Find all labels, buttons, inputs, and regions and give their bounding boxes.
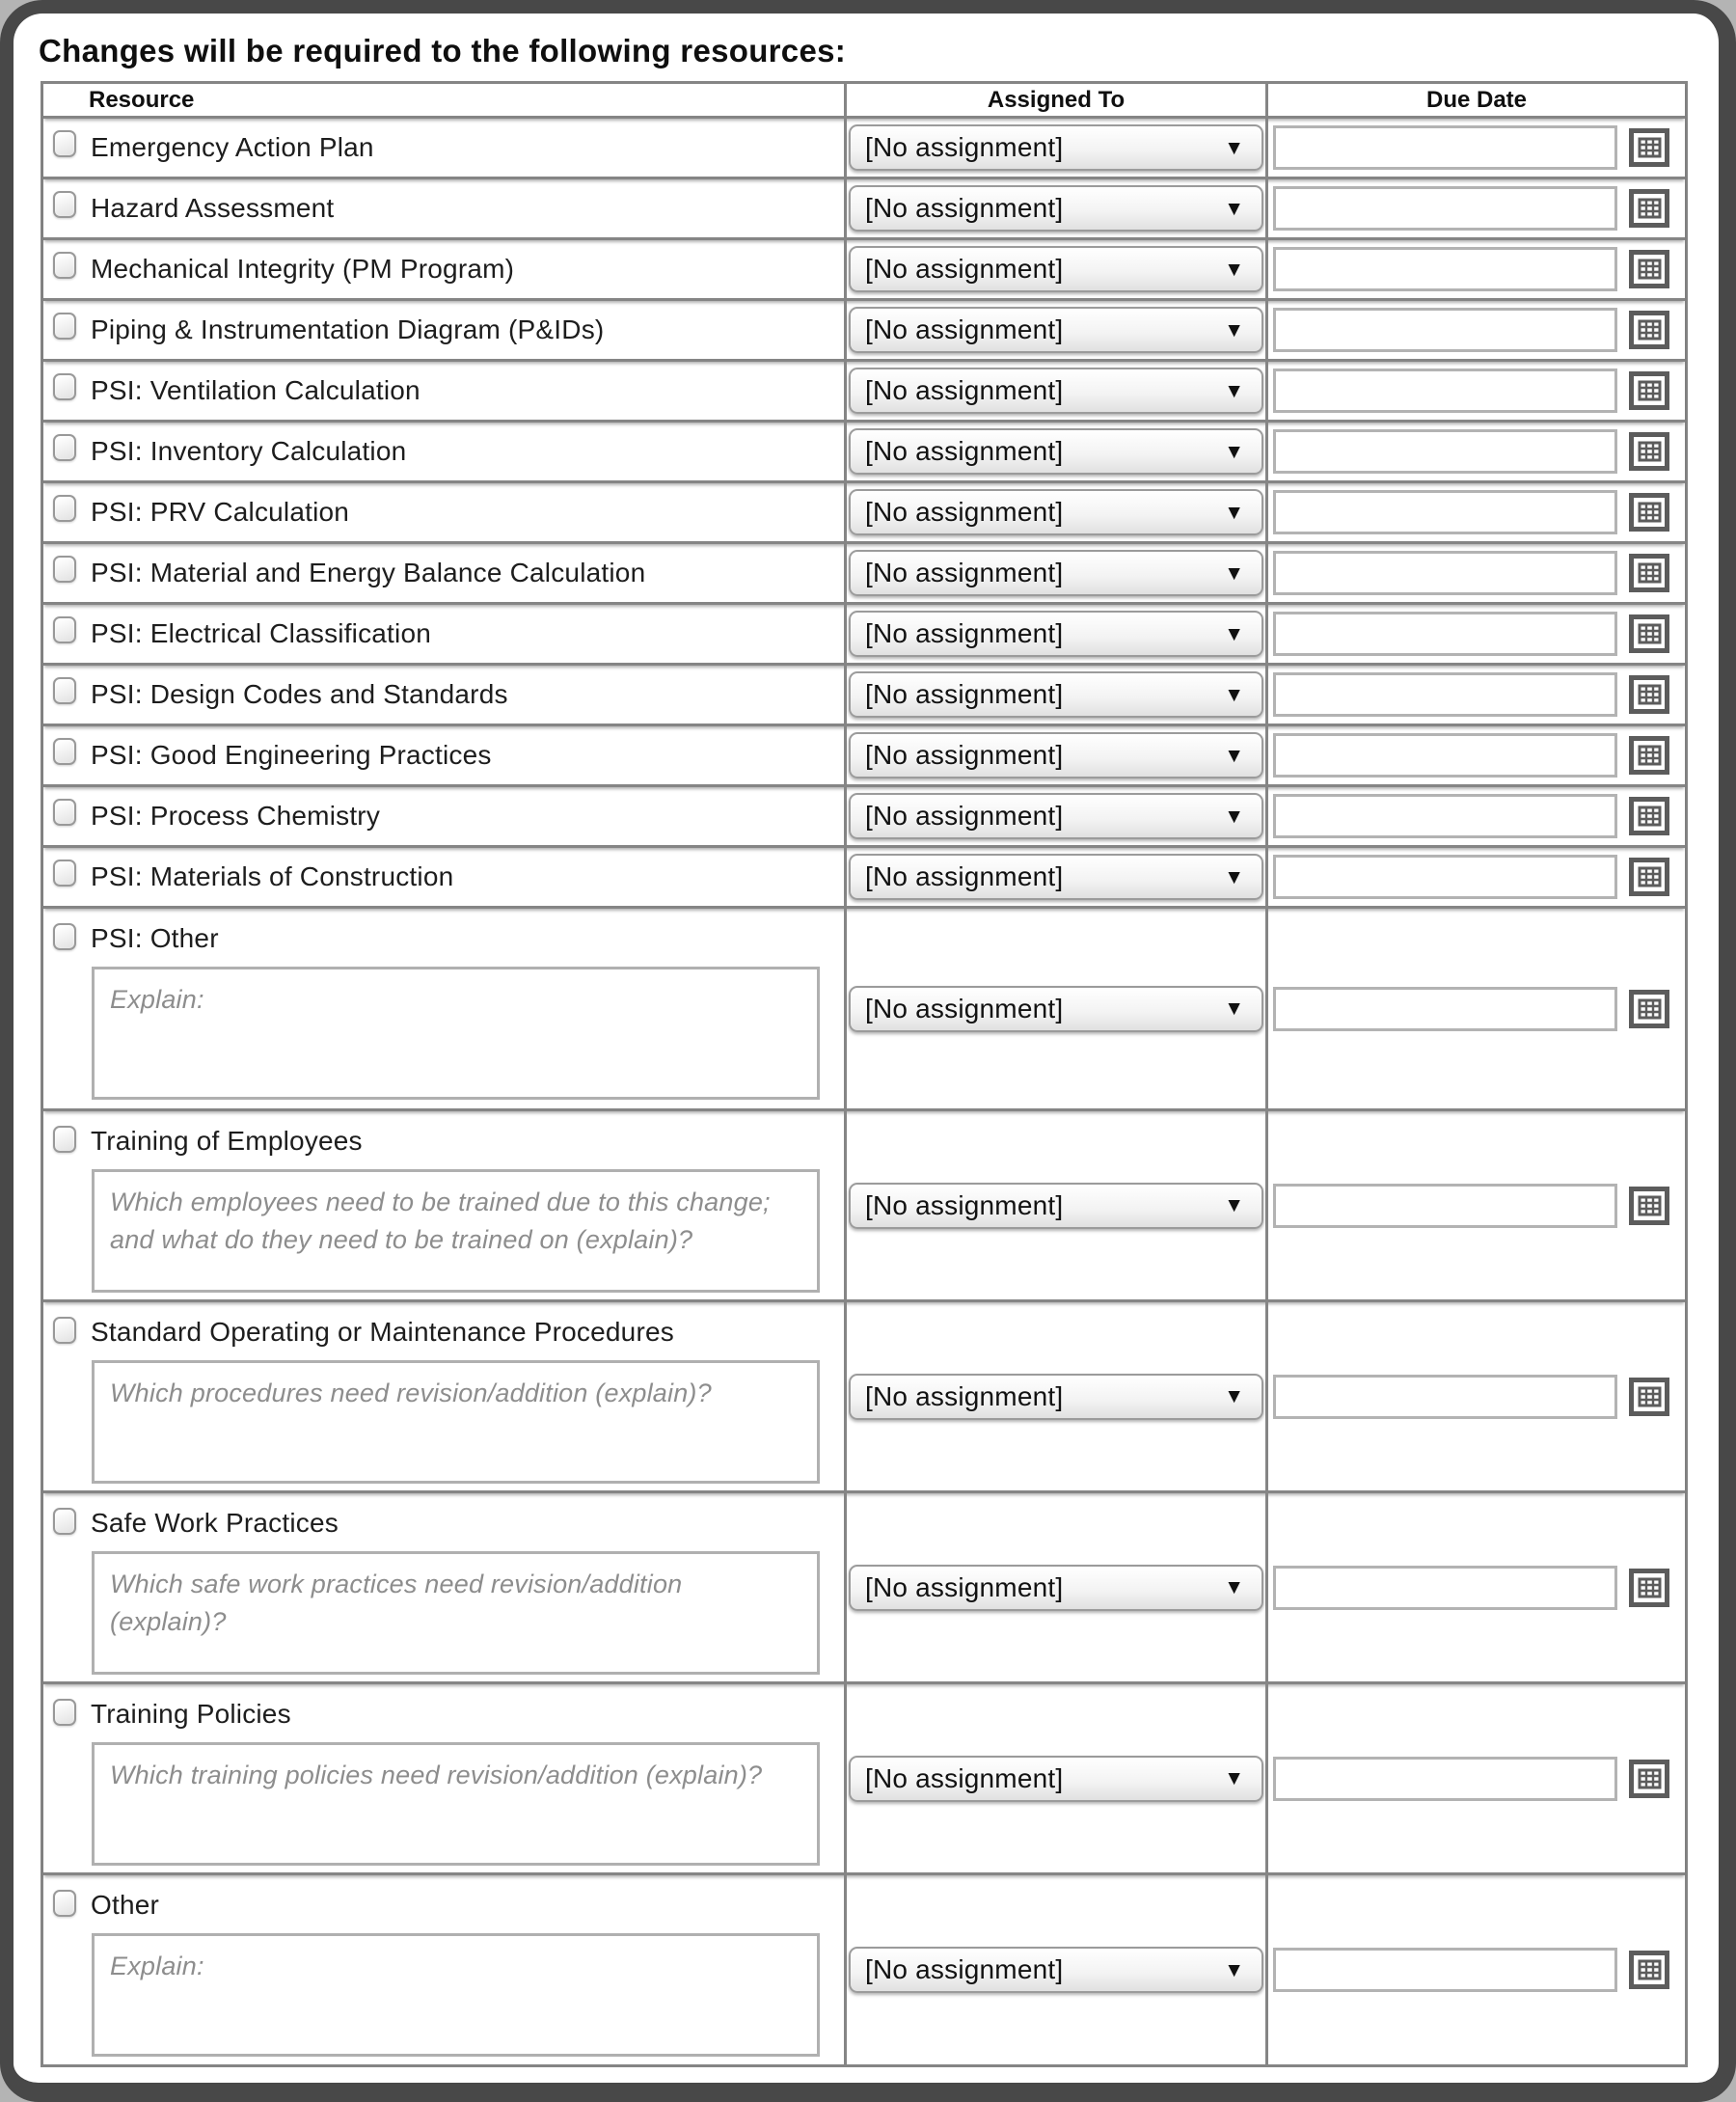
resource-label: Mechanical Integrity (PM Program): [91, 254, 515, 284]
due-date-cell: [1268, 1111, 1685, 1299]
assigned-to-cell: [847, 1875, 1268, 2064]
resource-checkbox[interactable]: [53, 1508, 76, 1535]
assigned-to-cell: [847, 483, 1268, 541]
assigned-to-selected-value: [No assignment]: [865, 314, 1064, 344]
due-date-cell: [1268, 1684, 1685, 1872]
calendar-button[interactable]: [1627, 369, 1671, 413]
assigned-to-dropdown[interactable]: [849, 246, 1263, 292]
section-label-row: [53, 1692, 844, 1736]
chevron-down-icon: ▼: [1224, 258, 1244, 281]
table-row: [43, 240, 1685, 301]
assigned-to-cell: [847, 726, 1268, 784]
calendar-button[interactable]: [1627, 612, 1671, 656]
table-section-row: [43, 1302, 1685, 1493]
calendar-icon: [1628, 491, 1670, 533]
assigned-to-dropdown[interactable]: [849, 1756, 1263, 1802]
resource-label: PSI: PRV Calculation: [91, 497, 350, 527]
assigned-to-selected-value: [No assignment]: [865, 558, 1064, 587]
explain-textarea[interactable]: [92, 967, 820, 1100]
assigned-to-cell: [847, 119, 1268, 177]
resource-cell: [43, 726, 847, 784]
assigned-to-cell: [847, 544, 1268, 602]
calendar-icon: [1628, 1376, 1670, 1418]
resource-checkbox[interactable]: [53, 495, 76, 522]
assigned-to-selected-value: [No assignment]: [865, 1189, 1064, 1220]
due-date-cell: [1268, 1493, 1685, 1681]
calendar-icon: [1628, 187, 1670, 230]
assigned-to-dropdown[interactable]: [849, 732, 1263, 778]
calendar-button[interactable]: [1627, 125, 1671, 170]
calendar-button[interactable]: [1627, 308, 1671, 352]
table-row: [43, 666, 1685, 726]
resource-checkbox[interactable]: [53, 1317, 76, 1344]
table-row: [43, 119, 1685, 179]
due-date-cell: [1268, 1875, 1685, 2064]
calendar-icon: [1628, 126, 1670, 169]
assigned-to-cell: [847, 1302, 1268, 1490]
resource-checkbox[interactable]: [53, 191, 76, 218]
assigned-to-selected-value: [No assignment]: [865, 679, 1064, 709]
calendar-button[interactable]: [1627, 551, 1671, 595]
resource-label: Piping & Instrumentation Diagram (P&IDs): [91, 314, 605, 344]
assigned-to-cell: [847, 301, 1268, 359]
calendar-button[interactable]: [1627, 987, 1671, 1031]
assigned-to-dropdown[interactable]: [849, 1947, 1263, 1993]
resource-checkbox[interactable]: [53, 1890, 76, 1917]
due-date-input[interactable]: [1273, 794, 1617, 838]
calendar-icon: [1628, 856, 1670, 898]
resource-label: Standard Operating or Maintenance Procedures: [91, 1317, 674, 1347]
calendar-icon: [1628, 1567, 1670, 1609]
chevron-down-icon: ▼: [1224, 136, 1244, 159]
resource-label: Training Policies: [91, 1699, 291, 1729]
assigned-to-selected-value: [No assignment]: [865, 1380, 1064, 1411]
assigned-to-selected-value: [No assignment]: [865, 1954, 1064, 1984]
table-row: [43, 787, 1685, 848]
table-section-row: [43, 909, 1685, 1111]
due-date-input[interactable]: [1273, 1375, 1617, 1419]
section-label-row: [53, 1119, 844, 1163]
due-date-cell: [1268, 483, 1685, 541]
page-title: Changes will be required to the following resources:: [39, 33, 847, 68]
table-row: [43, 362, 1685, 423]
resource-cell: [43, 119, 847, 177]
resource-checkbox[interactable]: [53, 556, 76, 583]
assigned-to-cell: [847, 666, 1268, 723]
explain-textarea[interactable]: [92, 1742, 820, 1866]
due-date-cell: [1268, 726, 1685, 784]
resource-label: PSI: Good Engineering Practices: [91, 740, 492, 770]
chevron-down-icon: ▼: [1224, 805, 1244, 828]
assigned-to-selected-value: [No assignment]: [865, 801, 1064, 831]
due-date-input[interactable]: [1273, 672, 1617, 717]
column-header-resource: Resource: [43, 84, 847, 116]
resource-cell: [43, 423, 847, 480]
resource-label: Other: [91, 1890, 160, 1920]
resource-label: Safe Work Practices: [91, 1508, 339, 1538]
resource-cell: [43, 544, 847, 602]
due-date-input[interactable]: [1273, 308, 1617, 352]
calendar-button[interactable]: [1627, 186, 1671, 231]
resource-label: Hazard Assessment: [91, 193, 335, 223]
due-date-input[interactable]: [1273, 1566, 1617, 1610]
calendar-icon: [1628, 309, 1670, 351]
resource-checkbox[interactable]: [53, 1699, 76, 1726]
assigned-to-dropdown[interactable]: [849, 1565, 1263, 1611]
assigned-to-cell: [847, 1493, 1268, 1681]
table-row: [43, 726, 1685, 787]
calendar-icon: [1628, 552, 1670, 594]
chevron-down-icon: ▼: [1224, 501, 1244, 524]
resource-label: PSI: Process Chemistry: [91, 801, 381, 831]
assigned-to-cell: [847, 848, 1268, 906]
due-date-cell: [1268, 301, 1685, 359]
explain-textarea[interactable]: [92, 1551, 820, 1675]
simple-rows-group: [43, 119, 1685, 909]
assigned-to-selected-value: [No assignment]: [865, 193, 1064, 223]
due-date-cell: [1268, 909, 1685, 1108]
resource-checkbox[interactable]: [53, 860, 76, 887]
table-row: [43, 483, 1685, 544]
assigned-to-dropdown[interactable]: [849, 671, 1263, 718]
table-row: [43, 179, 1685, 240]
calendar-button[interactable]: [1627, 490, 1671, 534]
calendar-button[interactable]: [1627, 794, 1671, 838]
resource-cell: [43, 1493, 847, 1681]
resource-label: PSI: Materials of Construction: [91, 861, 454, 891]
calendar-icon: [1628, 1758, 1670, 1800]
chevron-down-icon: ▼: [1224, 1767, 1244, 1789]
due-date-input[interactable]: [1273, 1757, 1617, 1801]
assigned-to-cell: [847, 362, 1268, 420]
resource-cell: [43, 666, 847, 723]
due-date-input[interactable]: [1273, 551, 1617, 595]
resource-checkbox[interactable]: [53, 923, 76, 950]
due-date-input[interactable]: [1273, 855, 1617, 899]
assigned-to-dropdown[interactable]: [849, 550, 1263, 596]
chevron-down-icon: ▼: [1224, 197, 1244, 220]
calendar-button[interactable]: [1627, 1184, 1671, 1228]
resource-checkbox[interactable]: [53, 313, 76, 340]
assigned-to-dropdown[interactable]: [849, 489, 1263, 535]
calendar-icon: [1628, 1185, 1670, 1227]
resource-cell: [43, 240, 847, 298]
resource-checkbox[interactable]: [53, 1126, 76, 1153]
chevron-down-icon: ▼: [1224, 1958, 1244, 1981]
chevron-down-icon: ▼: [1224, 440, 1244, 463]
due-date-cell: [1268, 848, 1685, 906]
resource-checkbox[interactable]: [53, 799, 76, 826]
chevron-down-icon: ▼: [1224, 744, 1244, 767]
due-date-input[interactable]: [1273, 987, 1617, 1031]
assigned-to-dropdown[interactable]: [849, 185, 1263, 232]
chevron-down-icon: ▼: [1224, 1194, 1244, 1216]
due-date-input[interactable]: [1273, 733, 1617, 778]
column-header-assigned-to: Assigned To: [847, 84, 1268, 116]
due-date-cell: [1268, 423, 1685, 480]
assigned-to-dropdown[interactable]: [849, 854, 1263, 900]
assigned-to-cell: [847, 605, 1268, 663]
assigned-to-dropdown[interactable]: [849, 986, 1263, 1032]
assigned-to-cell: [847, 909, 1268, 1108]
assigned-to-cell: [847, 1684, 1268, 1872]
assigned-to-selected-value: [No assignment]: [865, 1762, 1064, 1793]
due-date-cell: [1268, 666, 1685, 723]
resources-table: [41, 81, 1688, 2067]
calendar-button[interactable]: [1627, 1757, 1671, 1801]
assigned-to-selected-value: [No assignment]: [865, 993, 1064, 1024]
calendar-icon: [1628, 613, 1670, 655]
calendar-icon: [1628, 248, 1670, 290]
section-rows-group: [43, 909, 1685, 2064]
resource-label: PSI: Inventory Calculation: [91, 436, 407, 466]
due-date-cell: [1268, 1302, 1685, 1490]
section-label-row: [53, 916, 844, 961]
assigned-to-cell: [847, 1111, 1268, 1299]
chevron-down-icon: ▼: [1224, 318, 1244, 341]
table-row: [43, 544, 1685, 605]
assigned-to-dropdown[interactable]: [849, 368, 1263, 414]
assigned-to-dropdown[interactable]: [849, 124, 1263, 171]
resource-label: Training of Employees: [91, 1126, 363, 1156]
assigned-to-selected-value: [No assignment]: [865, 861, 1064, 891]
chevron-down-icon: ▼: [1224, 865, 1244, 888]
chevron-down-icon: ▼: [1224, 1576, 1244, 1598]
due-date-cell: [1268, 179, 1685, 237]
due-date-input[interactable]: [1273, 429, 1617, 474]
calendar-icon: [1628, 795, 1670, 837]
due-date-input[interactable]: [1273, 186, 1617, 231]
calendar-button[interactable]: [1627, 429, 1671, 474]
calendar-button[interactable]: [1627, 733, 1671, 778]
assigned-to-selected-value: [No assignment]: [865, 436, 1064, 466]
table-section-row: [43, 1493, 1685, 1684]
resource-cell: [43, 1875, 847, 2064]
table-row: [43, 301, 1685, 362]
due-date-cell: [1268, 787, 1685, 845]
calendar-icon: [1628, 430, 1670, 473]
calendar-icon: [1628, 369, 1670, 412]
resource-cell: [43, 1302, 847, 1490]
calendar-button[interactable]: [1627, 855, 1671, 899]
assigned-to-dropdown[interactable]: [849, 428, 1263, 475]
table-section-row: [43, 1111, 1685, 1302]
resource-checkbox[interactable]: [53, 373, 76, 400]
resource-cell: [43, 362, 847, 420]
resource-checkbox[interactable]: [53, 252, 76, 279]
due-date-input[interactable]: [1273, 369, 1617, 413]
due-date-cell: [1268, 605, 1685, 663]
resource-cell: [43, 301, 847, 359]
explain-textarea[interactable]: [92, 1169, 820, 1293]
due-date-cell: [1268, 362, 1685, 420]
due-date-input[interactable]: [1273, 612, 1617, 656]
due-date-input[interactable]: [1273, 125, 1617, 170]
assigned-to-dropdown[interactable]: [849, 793, 1263, 839]
table-section-row: [43, 1684, 1685, 1875]
assigned-to-dropdown[interactable]: [849, 307, 1263, 353]
assigned-to-cell: [847, 240, 1268, 298]
chevron-down-icon: ▼: [1224, 1385, 1244, 1407]
assigned-to-selected-value: [No assignment]: [865, 375, 1064, 405]
table-row: [43, 848, 1685, 909]
section-label-row: [53, 1501, 844, 1545]
chevron-down-icon: ▼: [1224, 622, 1244, 645]
table-row: [43, 605, 1685, 666]
calendar-button[interactable]: [1627, 672, 1671, 717]
resource-cell: [43, 605, 847, 663]
resource-label: PSI: Material and Energy Balance Calculation: [91, 558, 646, 587]
assigned-to-dropdown[interactable]: [849, 611, 1263, 657]
assigned-to-selected-value: [No assignment]: [865, 254, 1064, 284]
resource-checkbox[interactable]: [53, 130, 76, 157]
resource-checkbox[interactable]: [53, 738, 76, 765]
resource-checkbox[interactable]: [53, 616, 76, 643]
resource-checkbox[interactable]: [53, 434, 76, 461]
resource-cell: [43, 787, 847, 845]
calendar-icon: [1628, 673, 1670, 716]
resource-label: Emergency Action Plan: [91, 132, 374, 162]
section-label-row: [53, 1883, 844, 1927]
resource-cell: [43, 909, 847, 1108]
chevron-down-icon: ▼: [1224, 683, 1244, 706]
resource-cell: [43, 848, 847, 906]
resource-label: PSI: Design Codes and Standards: [91, 679, 508, 709]
table-header-row: [43, 84, 1685, 119]
assigned-to-dropdown[interactable]: [849, 1183, 1263, 1229]
due-date-input[interactable]: [1273, 490, 1617, 534]
calendar-button[interactable]: [1627, 1375, 1671, 1419]
due-date-input[interactable]: [1273, 1948, 1617, 1992]
calendar-button[interactable]: [1627, 1566, 1671, 1610]
assigned-to-cell: [847, 787, 1268, 845]
table-row: [43, 423, 1685, 483]
due-date-input[interactable]: [1273, 1184, 1617, 1228]
table-section-row: [43, 1875, 1685, 2064]
resource-cell: [43, 1111, 847, 1299]
calendar-icon: [1628, 1949, 1670, 1991]
resource-cell: [43, 179, 847, 237]
assigned-to-selected-value: [No assignment]: [865, 618, 1064, 648]
resource-cell: [43, 483, 847, 541]
calendar-button[interactable]: [1627, 1948, 1671, 1992]
assigned-to-cell: [847, 423, 1268, 480]
resource-checkbox[interactable]: [53, 677, 76, 704]
chevron-down-icon: ▼: [1224, 561, 1244, 585]
resource-label: PSI: Ventilation Calculation: [91, 375, 420, 405]
chevron-down-icon: ▼: [1224, 997, 1244, 1020]
assigned-to-selected-value: [No assignment]: [865, 497, 1064, 527]
due-date-input[interactable]: [1273, 247, 1617, 291]
section-label-row: [53, 1310, 844, 1354]
assigned-to-dropdown[interactable]: [849, 1374, 1263, 1420]
due-date-cell: [1268, 240, 1685, 298]
calendar-button[interactable]: [1627, 247, 1671, 291]
assigned-to-selected-value: [No assignment]: [865, 740, 1064, 770]
assigned-to-cell: [847, 179, 1268, 237]
due-date-cell: [1268, 544, 1685, 602]
assigned-to-selected-value: [No assignment]: [865, 132, 1064, 162]
calendar-icon: [1628, 734, 1670, 777]
chevron-down-icon: ▼: [1224, 379, 1244, 402]
explain-textarea[interactable]: [92, 1360, 820, 1484]
resource-cell: [43, 1684, 847, 1872]
explain-textarea[interactable]: [92, 1933, 820, 2057]
assigned-to-selected-value: [No assignment]: [865, 1571, 1064, 1602]
resource-label: PSI: Other: [91, 923, 219, 953]
calendar-icon: [1628, 988, 1670, 1030]
column-header-due-date: Due Date: [1425, 86, 1528, 113]
resource-label: PSI: Electrical Classification: [91, 618, 432, 648]
due-date-cell: [1268, 119, 1685, 177]
